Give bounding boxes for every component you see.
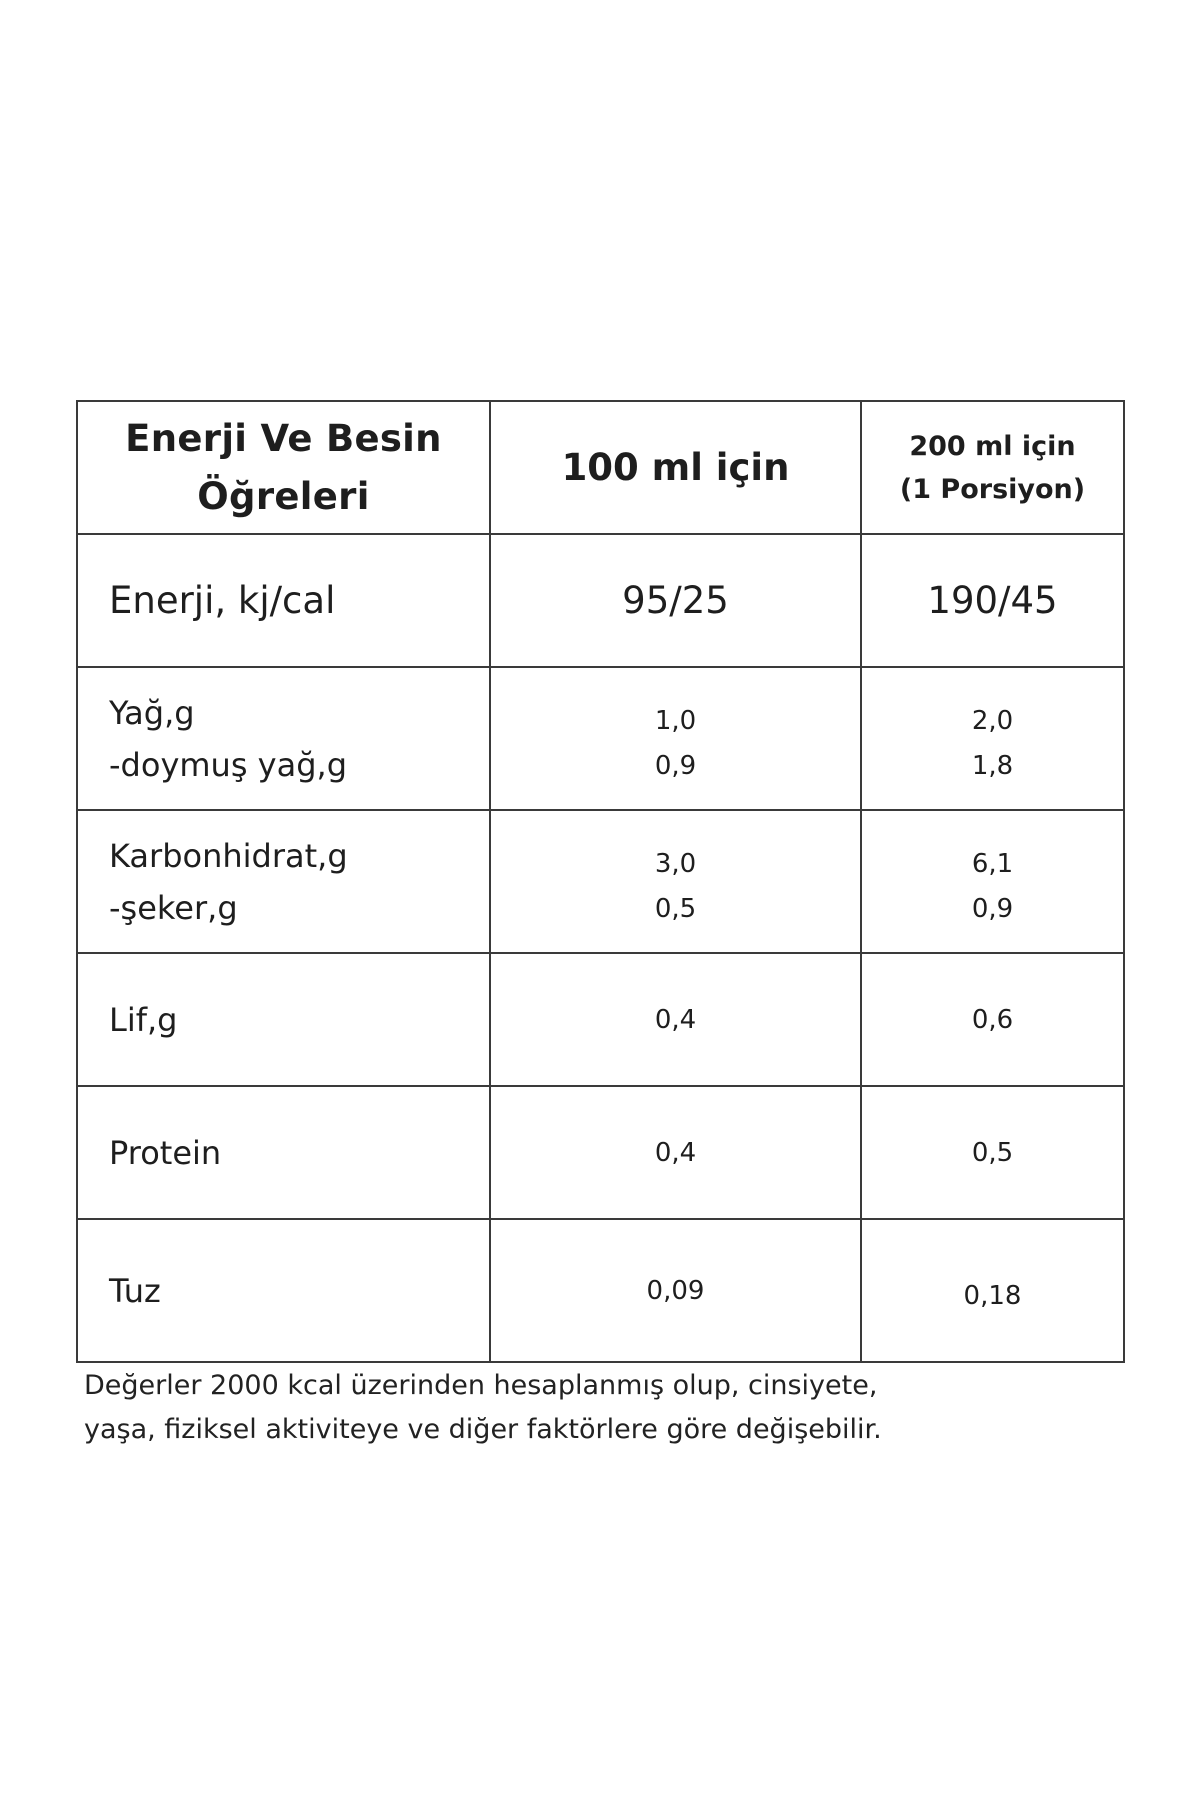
table-header-row: [77, 401, 1124, 534]
header-nutrient-line1: Enerji Ve Besin: [125, 416, 442, 460]
row-label-cell: [77, 810, 490, 953]
row-label: Yağ,g: [109, 693, 195, 732]
header-per-200ml-cell: [861, 401, 1124, 534]
value-per-100ml: 1,0: [654, 705, 697, 736]
table-row-fat: [77, 667, 1124, 810]
value-per-100ml: 95/25: [490, 534, 861, 667]
header-nutrient-cell: [77, 401, 490, 534]
table-row-energy: [77, 534, 1124, 667]
value-per-100ml: 0,4: [490, 1086, 861, 1219]
value-per-200ml: 0,5: [861, 1086, 1124, 1219]
footnote: [84, 1364, 1144, 1452]
value-per-100ml: 0,09: [490, 1219, 861, 1362]
value-per-200ml-cell: [861, 810, 1124, 953]
subvalue-per-100ml: 0,5: [654, 893, 697, 924]
nutrition-table: [76, 400, 1125, 1363]
row-label: Tuz: [77, 1219, 490, 1362]
footnote-line1: Değerler 2000 kcal üzerinden hesaplanmış olup, cinsiyete,: [84, 1370, 878, 1401]
table-row-fiber: [77, 953, 1124, 1086]
header-per-100ml: 100 ml için: [490, 401, 861, 534]
table-row-salt: [77, 1219, 1124, 1362]
value-per-100ml: 3,0: [654, 848, 697, 879]
subvalue-per-100ml: 0,9: [654, 750, 697, 781]
row-label-cell: [77, 667, 490, 810]
row-sublabel: -şeker,g: [109, 888, 238, 927]
row-label: Protein: [77, 1086, 490, 1219]
header-per-200ml-line2: (1 Porsiyon): [899, 473, 1086, 505]
value-per-100ml: 0,4: [490, 953, 861, 1086]
value-per-200ml: 190/45: [861, 534, 1124, 667]
row-label: Lif,g: [77, 953, 490, 1086]
value-per-100ml-cell: [490, 667, 861, 810]
row-label: Karbonhidrat,g: [109, 836, 348, 875]
value-per-200ml-cell: [861, 667, 1124, 810]
value-per-200ml: 0,18: [861, 1219, 1124, 1362]
header-nutrient-line2: Öğreleri: [197, 474, 370, 518]
footnote-line2: yaşa, fiziksel aktiviteye ve diğer faktörlere göre değişebilir.: [84, 1414, 882, 1445]
subvalue-per-200ml: 0,9: [971, 893, 1014, 924]
subvalue-per-200ml: 1,8: [971, 750, 1014, 781]
header-per-200ml-line1: 200 ml için: [909, 430, 1076, 462]
value-per-200ml: 6,1: [971, 848, 1014, 879]
value-per-200ml: 0,6: [861, 953, 1124, 1086]
table-row-carbohydrate: [77, 810, 1124, 953]
table-row-protein: [77, 1086, 1124, 1219]
row-label: Enerji, kj/cal: [77, 534, 490, 667]
row-sublabel: -doymuş yağ,g: [109, 745, 348, 784]
value-per-200ml: 2,0: [971, 705, 1014, 736]
value-per-100ml-cell: [490, 810, 861, 953]
